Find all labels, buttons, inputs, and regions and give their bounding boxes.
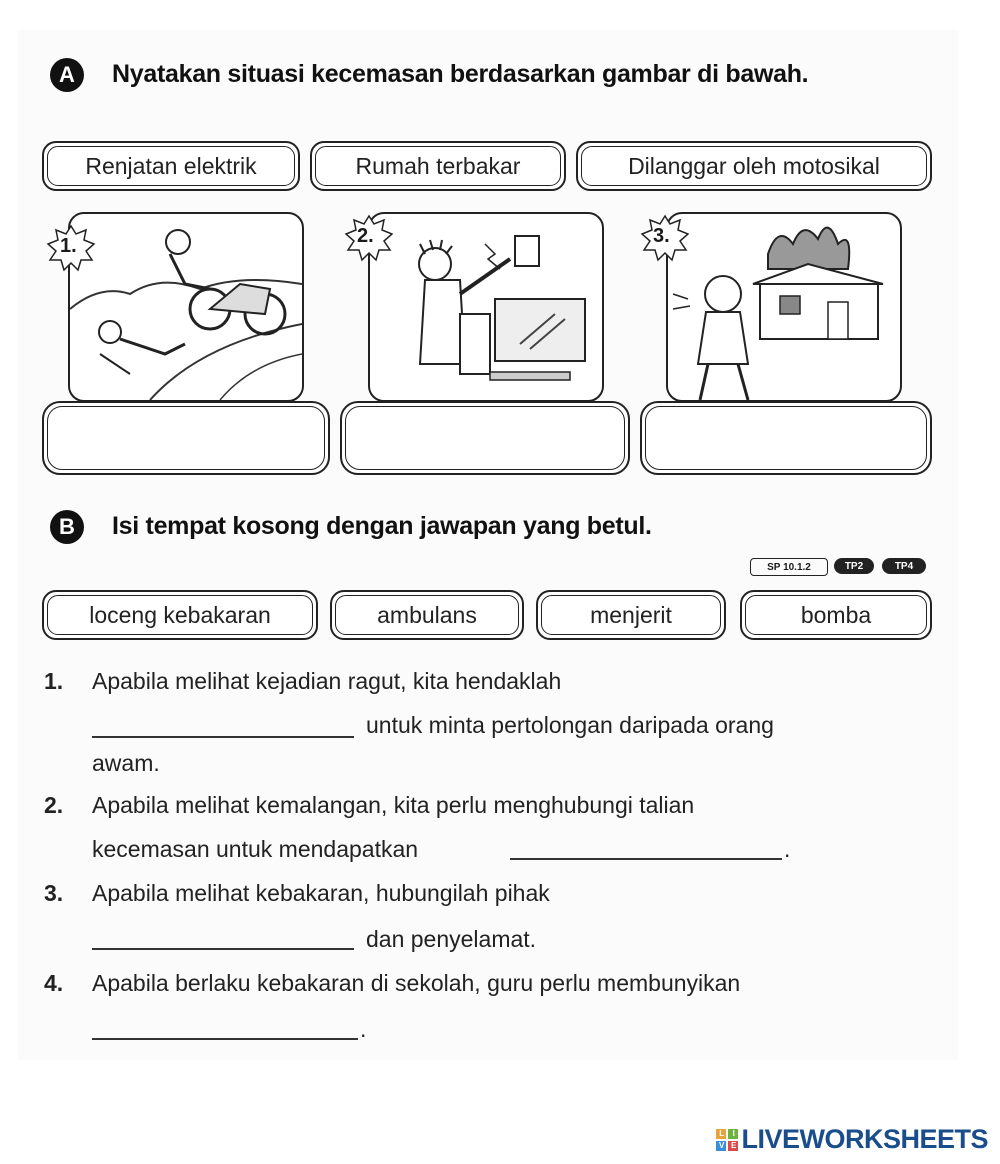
question-1-line3: awam.: [92, 750, 160, 776]
picture-1: [68, 212, 304, 402]
question-3-number: 3.: [44, 880, 64, 906]
tp2-tag: TP2: [834, 558, 874, 574]
option-chip-bomba[interactable]: [740, 590, 932, 640]
option-label: menjerit: [590, 601, 672, 628]
picture-number-label: 3.: [653, 225, 670, 247]
option-label: ambulans: [377, 601, 477, 628]
section-b-badge: B: [50, 510, 84, 544]
liveworksheets-logo[interactable]: [716, 1124, 988, 1155]
option-chip-loceng[interactable]: [42, 590, 318, 640]
answer-box-1[interactable]: [42, 401, 330, 475]
sp-tag: SP 10.1.2: [750, 558, 828, 576]
picture-number-label: 1.: [60, 235, 77, 257]
question-1-blank[interactable]: [92, 712, 354, 738]
picture-3: [666, 212, 902, 402]
picture-number-label: 2.: [357, 225, 374, 247]
option-label: Renjatan elektrik: [85, 152, 257, 179]
tp4-tag: TP4: [882, 558, 926, 574]
option-label: loceng kebakaran: [89, 601, 271, 628]
brand-name: LIVEWORKSHEETS: [741, 1124, 988, 1154]
section-a-badge: A: [50, 58, 84, 92]
question-3-line1: Apabila melihat kebakaran, hubungilah pihak: [92, 880, 550, 906]
question-3-blank[interactable]: [92, 924, 354, 950]
house-fire-illustration: [668, 214, 900, 400]
question-4-blank[interactable]: [92, 1014, 358, 1040]
option-chip-dilanggar[interactable]: [576, 141, 932, 191]
answer-box-2[interactable]: [340, 401, 630, 475]
section-a-title: Nyatakan situasi kecemasan berdasarkan gambar di bawah.: [112, 60, 809, 88]
picture-1-number: [46, 224, 96, 277]
option-label: Rumah terbakar: [355, 152, 521, 179]
question-1-number: 1.: [44, 668, 64, 694]
picture-2-number: [344, 214, 394, 267]
question-2-blank[interactable]: [510, 834, 782, 860]
option-label: Dilanggar oleh motosikal: [628, 152, 880, 179]
question-2-line1: Apabila melihat kemalangan, kita perlu menghubungi talian: [92, 792, 695, 818]
option-chip-rumah[interactable]: [310, 141, 566, 191]
option-label: bomba: [800, 601, 872, 628]
question-4-number: 4.: [44, 970, 64, 996]
option-chip-renjatan[interactable]: [42, 141, 300, 191]
question-1-line1: Apabila melihat kejadian ragut, kita hendaklah: [92, 668, 562, 694]
option-chip-ambulans[interactable]: [330, 590, 524, 640]
question-2-line2: kecemasan untuk mendapatkan: [92, 836, 419, 862]
electric-shock-illustration: [370, 214, 602, 400]
picture-3-number: [640, 214, 690, 267]
question-2-number: 2.: [44, 792, 64, 818]
liveworksheets-logo-icon: L I V E: [716, 1129, 738, 1151]
answer-box-3[interactable]: [640, 401, 932, 475]
question-4-line1: Apabila berlaku kebakaran di sekolah, guru perlu membunyikan: [92, 970, 741, 996]
question-3-line2: dan penyelamat.: [366, 926, 537, 952]
question-2-end: .: [784, 836, 791, 862]
question-4-end: .: [360, 1016, 367, 1042]
motorcycle-accident-illustration: [70, 214, 302, 400]
section-b-title: Isi tempat kosong dengan jawapan yang betul.: [112, 512, 652, 540]
picture-2: [368, 212, 604, 402]
option-chip-menjerit[interactable]: [536, 590, 726, 640]
question-1-line2: untuk minta pertolongan daripada orang: [366, 712, 774, 738]
